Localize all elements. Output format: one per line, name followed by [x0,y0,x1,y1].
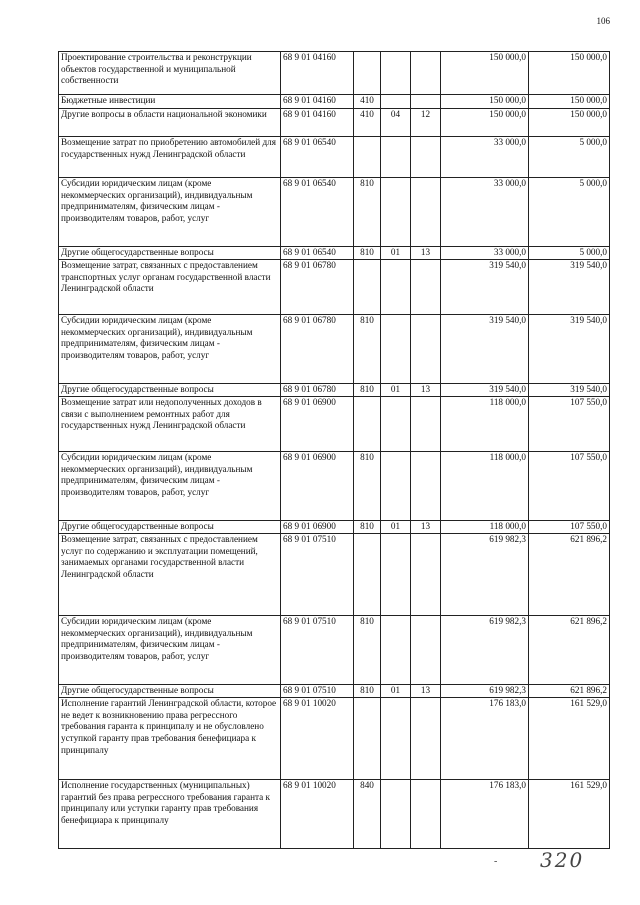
row-rz [381,137,411,178]
row-sum-2: 107 550,0 [529,397,610,452]
row-rz: 01 [381,685,411,698]
row-rz: 01 [381,247,411,260]
row-pr [411,452,441,521]
row-vr [354,260,381,315]
row-sum-2: 319 540,0 [529,315,610,384]
row-vr [354,534,381,616]
table-row [59,315,610,384]
row-vr: 810 [354,452,381,521]
table-row [59,685,610,698]
row-pr: 13 [411,247,441,260]
row-sum-1: 33 000,0 [441,137,529,178]
row-code: 68 9 01 07510 [281,616,354,685]
row-rz: 01 [381,384,411,397]
row-name: Возмещение затрат по приобретению автомобилей для государственных нужд Ленинградской области [59,137,281,178]
row-sum-1: 619 982,3 [441,534,529,616]
row-pr [411,698,441,780]
row-code: 68 9 01 06900 [281,452,354,521]
row-name: Другие вопросы в области национальной экономики [59,109,281,137]
table-row [59,521,610,534]
row-sum-1: 176 183,0 [441,698,529,780]
row-sum-1: 150 000,0 [441,109,529,137]
row-sum-1: 150 000,0 [441,95,529,109]
row-pr [411,260,441,315]
row-vr: 810 [354,178,381,247]
row-code: 68 9 01 06540 [281,178,354,247]
row-sum-2: 621 896,2 [529,534,610,616]
row-sum-2: 5 000,0 [529,178,610,247]
row-rz [381,616,411,685]
table-row [59,137,610,178]
row-name: Исполнение гарантий Ленинградской области, которое не ведет к возникновению права регрессного требования гаранта к принципалу и не обусловлено уступкой гаранту прав требования бенефициара к принципалу [59,698,281,780]
row-rz [381,397,411,452]
row-pr: 13 [411,521,441,534]
row-name: Субсидии юридическим лицам (кроме некоммерческих организаций), индивидуальным предпринимателям, физическим лицам - производителям товаров, работ, услуг [59,315,281,384]
row-vr: 410 [354,95,381,109]
table-row [59,780,610,849]
row-sum-1: 319 540,0 [441,384,529,397]
row-sum-2: 161 529,0 [529,780,610,849]
row-pr [411,137,441,178]
row-code: 68 9 01 06540 [281,247,354,260]
row-vr: 810 [354,384,381,397]
table-row [59,698,610,780]
row-rz [381,452,411,521]
row-pr [411,178,441,247]
row-vr: 810 [354,315,381,384]
row-pr [411,315,441,384]
row-name: Проектирование строительства и реконструкции объектов государственной и муниципальной собственности [59,52,281,95]
table-row [59,109,610,137]
row-pr [411,52,441,95]
row-pr [411,397,441,452]
row-sum-1: 33 000,0 [441,247,529,260]
row-sum-2: 5 000,0 [529,247,610,260]
table-row [59,247,610,260]
row-rz [381,52,411,95]
row-sum-2: 319 540,0 [529,384,610,397]
row-pr: 13 [411,384,441,397]
row-name: Возмещение затрат или недополученных доходов в связи с выполнением ремонтных работ для государственных нужд Ленинградской области [59,397,281,452]
table-row [59,95,610,109]
row-name: Другие общегосударственные вопросы [59,384,281,397]
row-sum-1: 118 000,0 [441,521,529,534]
row-code: 68 9 01 06900 [281,521,354,534]
table-row [59,534,610,616]
row-code: 68 9 01 06780 [281,260,354,315]
row-vr [354,137,381,178]
row-name: Бюджетные инвестиции [59,95,281,109]
row-sum-2: 107 550,0 [529,521,610,534]
table-row [59,616,610,685]
row-sum-2: 621 896,2 [529,685,610,698]
row-vr [354,698,381,780]
row-name: Субсидии юридическим лицам (кроме некоммерческих организаций), индивидуальным предпринимателям, физическим лицам - производителям товаров, работ, услуг [59,452,281,521]
table-row [59,452,610,521]
handwritten-mark: 320 [540,848,585,872]
row-sum-2: 621 896,2 [529,616,610,685]
row-sum-1: 319 540,0 [441,260,529,315]
row-rz [381,534,411,616]
row-code: 68 9 01 10020 [281,698,354,780]
dash-mark: - [494,856,498,867]
row-code: 68 9 01 06780 [281,315,354,384]
row-rz [381,780,411,849]
row-sum-2: 161 529,0 [529,698,610,780]
row-vr: 810 [354,685,381,698]
table-row [59,260,610,315]
table-row [59,397,610,452]
table-row [59,52,610,95]
row-sum-1: 319 540,0 [441,315,529,384]
row-sum-2: 150 000,0 [529,95,610,109]
row-vr: 410 [354,109,381,137]
row-rz: 01 [381,521,411,534]
row-vr: 810 [354,521,381,534]
row-sum-1: 118 000,0 [441,452,529,521]
row-sum-2: 107 550,0 [529,452,610,521]
row-sum-2: 5 000,0 [529,137,610,178]
row-name: Исполнение государственных (муниципальных) гарантий без права регрессного требования гаранта к принципалу или уступки гаранту прав требования бенефициара к принципалу [59,780,281,849]
row-pr: 12 [411,109,441,137]
row-sum-1: 619 982,3 [441,616,529,685]
table-row [59,178,610,247]
row-vr: 810 [354,616,381,685]
row-name: Субсидии юридическим лицам (кроме некоммерческих организаций), индивидуальным предпринимателям, физическим лицам - производителям товаров, работ, услуг [59,616,281,685]
row-vr [354,52,381,95]
row-sum-1: 33 000,0 [441,178,529,247]
row-rz [381,95,411,109]
row-code: 68 9 01 06540 [281,137,354,178]
row-pr [411,780,441,849]
row-sum-1: 176 183,0 [441,780,529,849]
row-code: 68 9 01 04160 [281,109,354,137]
row-sum-1: 619 982,3 [441,685,529,698]
row-name: Возмещение затрат, связанных с предоставлением услуг по содержанию и эксплуатации помещений, занимаемых органами государственной власти Ленинградской области [59,534,281,616]
row-rz: 04 [381,109,411,137]
row-sum-2: 319 540,0 [529,260,610,315]
row-pr [411,95,441,109]
row-rz [381,178,411,247]
row-rz [381,315,411,384]
row-code: 68 9 01 04160 [281,95,354,109]
budget-table [58,51,610,849]
row-pr [411,534,441,616]
row-rz [381,698,411,780]
row-name: Другие общегосударственные вопросы [59,521,281,534]
row-pr [411,616,441,685]
row-sum-2: 150 000,0 [529,52,610,95]
row-pr: 13 [411,685,441,698]
row-rz [381,260,411,315]
row-sum-1: 118 000,0 [441,397,529,452]
row-sum-1: 150 000,0 [441,52,529,95]
row-name: Другие общегосударственные вопросы [59,685,281,698]
row-name: Другие общегосударственные вопросы [59,247,281,260]
row-name: Субсидии юридическим лицам (кроме некоммерческих организаций), индивидуальным предпринимателям, физическим лицам - производителям товаров, работ, услуг [59,178,281,247]
row-code: 68 9 01 07510 [281,685,354,698]
row-code: 68 9 01 10020 [281,780,354,849]
row-vr: 840 [354,780,381,849]
row-vr [354,397,381,452]
row-vr: 810 [354,247,381,260]
row-sum-2: 150 000,0 [529,109,610,137]
page-number: 106 [596,16,610,26]
row-code: 68 9 01 06900 [281,397,354,452]
table-row [59,384,610,397]
row-code: 68 9 01 07510 [281,534,354,616]
row-code: 68 9 01 04160 [281,52,354,95]
row-name: Возмещение затрат, связанных с предоставлением транспортных услуг органам государственной власти Ленинградской области [59,260,281,315]
row-code: 68 9 01 06780 [281,384,354,397]
